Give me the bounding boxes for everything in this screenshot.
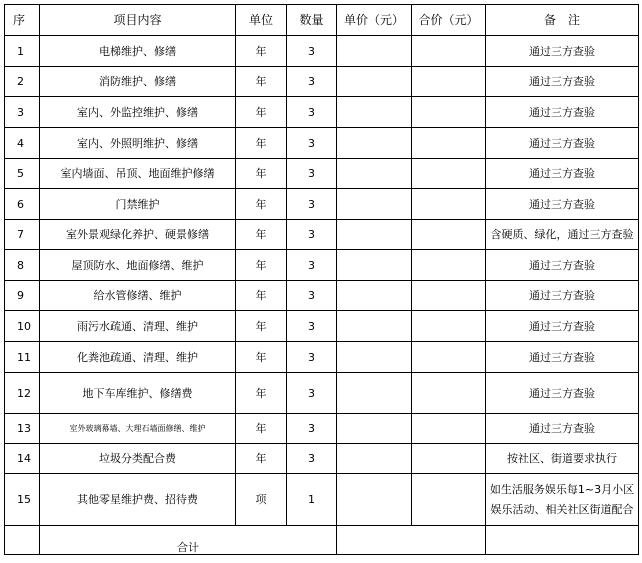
cell-seq: 4 bbox=[5, 128, 40, 159]
cell-seq: 8 bbox=[5, 250, 40, 281]
cell-qty: 3 bbox=[287, 414, 337, 444]
cell-seq: 13 bbox=[5, 414, 40, 444]
cell-unit-price bbox=[337, 281, 412, 311]
cell-qty: 3 bbox=[287, 220, 337, 250]
cell-item: 门禁维护 bbox=[40, 189, 236, 220]
table-row bbox=[5, 373, 639, 414]
cell-remark: 通过三方查验 bbox=[486, 311, 639, 342]
cell-seq: 9 bbox=[5, 281, 40, 311]
cell-qty: 3 bbox=[287, 36, 337, 67]
cell-unit: 年 bbox=[236, 36, 287, 67]
cell-remark: 按社区、街道要求执行 bbox=[486, 444, 639, 474]
cell-remark: 通过三方查验 bbox=[486, 128, 639, 159]
cell-unit-price bbox=[337, 250, 412, 281]
cell-item: 化粪池疏通、清理、维护 bbox=[40, 342, 236, 373]
cell-item: 消防维护、修缮 bbox=[40, 67, 236, 97]
cell-remark: 通过三方查验 bbox=[486, 97, 639, 128]
cell-remark: 含硬质、绿化，通过三方查验 bbox=[486, 220, 639, 250]
cell-total-price bbox=[412, 414, 486, 444]
header-remark: 备 注 bbox=[486, 5, 639, 36]
cell-item: 屋顶防水、地面修缮、维护 bbox=[40, 250, 236, 281]
cell-total-price bbox=[412, 373, 486, 414]
cell-unit: 年 bbox=[236, 128, 287, 159]
cell-unit-price bbox=[337, 189, 412, 220]
cell-seq: 14 bbox=[5, 444, 40, 474]
total-remark-cell bbox=[486, 526, 639, 555]
total-label: 合计 bbox=[40, 526, 337, 555]
cell-unit: 年 bbox=[236, 220, 287, 250]
table-row bbox=[5, 128, 639, 159]
cell-remark: 通过三方查验 bbox=[486, 250, 639, 281]
cell-unit-price bbox=[337, 342, 412, 373]
cell-unit-price bbox=[337, 311, 412, 342]
cell-seq: 3 bbox=[5, 97, 40, 128]
cell-total-price bbox=[412, 474, 486, 526]
cell-qty: 1 bbox=[287, 474, 337, 526]
cell-unit-price bbox=[337, 36, 412, 67]
table-row bbox=[5, 414, 639, 444]
table-row bbox=[5, 250, 639, 281]
cell-unit: 年 bbox=[236, 342, 287, 373]
table-row bbox=[5, 220, 639, 250]
cell-remark: 如生活服务娱乐每1~3月小区娱乐活动、相关社区街道配合 bbox=[486, 474, 639, 526]
cell-unit: 年 bbox=[236, 67, 287, 97]
header-unit: 单位 bbox=[236, 5, 287, 36]
cell-qty: 3 bbox=[287, 159, 337, 189]
cell-total-price bbox=[412, 281, 486, 311]
cell-item: 雨污水疏通、清理、维护 bbox=[40, 311, 236, 342]
cell-total-price bbox=[412, 444, 486, 474]
cell-qty: 3 bbox=[287, 373, 337, 414]
cell-unit-price bbox=[337, 220, 412, 250]
table-row bbox=[5, 97, 639, 128]
cell-item: 地下车库维护、修缮费 bbox=[40, 373, 236, 414]
cell-qty: 3 bbox=[287, 281, 337, 311]
cell-remark: 通过三方查验 bbox=[486, 67, 639, 97]
cell-remark: 通过三方查验 bbox=[486, 342, 639, 373]
cell-qty: 3 bbox=[287, 67, 337, 97]
cell-unit: 年 bbox=[236, 250, 287, 281]
table-row bbox=[5, 189, 639, 220]
header-qty: 数量 bbox=[287, 5, 337, 36]
header-item: 项目内容 bbox=[40, 5, 236, 36]
cell-item: 其他零星维护费、招待费 bbox=[40, 474, 236, 526]
cell-qty: 3 bbox=[287, 97, 337, 128]
cell-unit-price bbox=[337, 474, 412, 526]
table-row bbox=[5, 474, 639, 526]
cell-total-price bbox=[412, 220, 486, 250]
cell-unit-price bbox=[337, 67, 412, 97]
cell-seq: 7 bbox=[5, 220, 40, 250]
cell-seq: 12 bbox=[5, 373, 40, 414]
cell-item: 室内、外照明维护、修缮 bbox=[40, 128, 236, 159]
table-row bbox=[5, 281, 639, 311]
table-row bbox=[5, 36, 639, 67]
cell-qty: 3 bbox=[287, 311, 337, 342]
cell-item: 室外景观绿化养护、硬景修缮 bbox=[40, 220, 236, 250]
cell-item: 垃圾分类配合费 bbox=[40, 444, 236, 474]
table-row bbox=[5, 67, 639, 97]
cell-total-price bbox=[412, 97, 486, 128]
cell-item: 电梯维护、修缮 bbox=[40, 36, 236, 67]
cell-unit: 年 bbox=[236, 444, 287, 474]
cell-item: 给水管修缮、维护 bbox=[40, 281, 236, 311]
cell-unit-price bbox=[337, 97, 412, 128]
cell-qty: 3 bbox=[287, 250, 337, 281]
total-seq-cell bbox=[5, 526, 40, 555]
cell-item: 室内、外监控维护、修缮 bbox=[40, 97, 236, 128]
table-row bbox=[5, 311, 639, 342]
cell-remark: 通过三方查验 bbox=[486, 36, 639, 67]
cell-unit: 年 bbox=[236, 97, 287, 128]
table-row bbox=[5, 159, 639, 189]
total-row bbox=[5, 526, 639, 555]
cell-total-price bbox=[412, 189, 486, 220]
cell-seq: 10 bbox=[5, 311, 40, 342]
cell-remark: 通过三方查验 bbox=[486, 281, 639, 311]
cell-unit: 年 bbox=[236, 281, 287, 311]
cell-remark: 通过三方查验 bbox=[486, 189, 639, 220]
cell-remark: 通过三方查验 bbox=[486, 373, 639, 414]
cell-unit-price bbox=[337, 444, 412, 474]
cell-unit: 项 bbox=[236, 474, 287, 526]
cell-total-price bbox=[412, 311, 486, 342]
cell-qty: 3 bbox=[287, 128, 337, 159]
cell-unit: 年 bbox=[236, 373, 287, 414]
cell-total-price bbox=[412, 67, 486, 97]
maintenance-cost-table bbox=[4, 4, 639, 555]
cell-seq: 6 bbox=[5, 189, 40, 220]
table-row bbox=[5, 342, 639, 373]
cell-unit: 年 bbox=[236, 311, 287, 342]
cell-seq: 1 bbox=[5, 36, 40, 67]
cell-seq: 5 bbox=[5, 159, 40, 189]
cell-unit: 年 bbox=[236, 159, 287, 189]
cell-unit-price bbox=[337, 159, 412, 189]
header-row bbox=[5, 5, 639, 36]
cell-total-price bbox=[412, 128, 486, 159]
header-unit-price: 单价（元） bbox=[337, 5, 412, 36]
header-seq: 序 bbox=[5, 5, 40, 36]
cell-unit-price bbox=[337, 373, 412, 414]
total-price-cell bbox=[337, 526, 486, 555]
cell-total-price bbox=[412, 159, 486, 189]
cell-qty: 3 bbox=[287, 444, 337, 474]
cell-unit: 年 bbox=[236, 414, 287, 444]
cell-item: 室外玻璃幕墙、大理石墙面修缮、维护 bbox=[40, 414, 236, 444]
cell-unit: 年 bbox=[236, 189, 287, 220]
cell-seq: 2 bbox=[5, 67, 40, 97]
cell-total-price bbox=[412, 250, 486, 281]
cell-item: 室内墙面、吊顶、地面维护修缮 bbox=[40, 159, 236, 189]
cell-qty: 3 bbox=[287, 189, 337, 220]
cell-qty: 3 bbox=[287, 342, 337, 373]
cell-total-price bbox=[412, 36, 486, 67]
cell-total-price bbox=[412, 342, 486, 373]
cell-seq: 11 bbox=[5, 342, 40, 373]
cell-remark: 通过三方查验 bbox=[486, 159, 639, 189]
cell-unit-price bbox=[337, 128, 412, 159]
header-total-price: 合价（元） bbox=[412, 5, 486, 36]
cell-remark: 通过三方查验 bbox=[486, 414, 639, 444]
cell-unit-price bbox=[337, 414, 412, 444]
cell-seq: 15 bbox=[5, 474, 40, 526]
table-row bbox=[5, 444, 639, 474]
